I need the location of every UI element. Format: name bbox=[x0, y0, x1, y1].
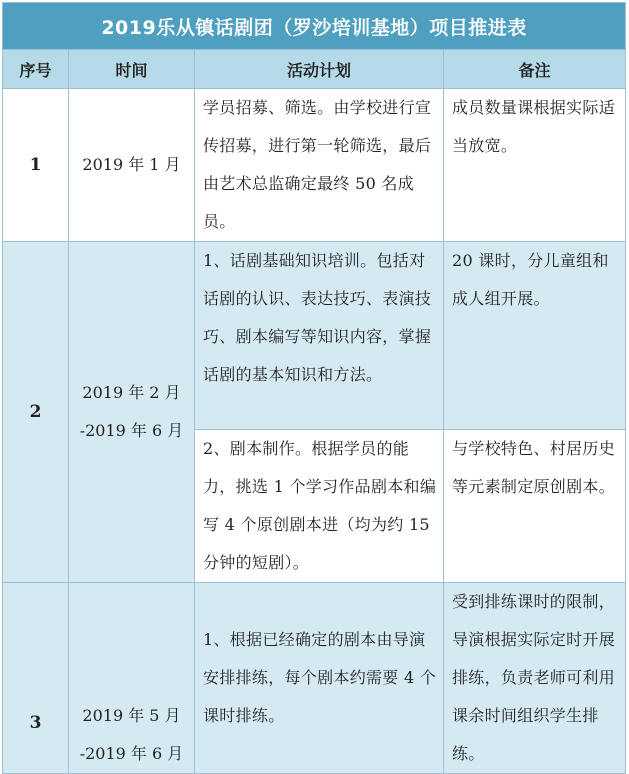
time-line: 2019 年 5 月 bbox=[82, 706, 181, 725]
table-row bbox=[3, 242, 626, 430]
plan-cell: 2、剧本制作。根据学员的能力，挑选 1 个学习作品剧本和编写 4 个原创剧本进（均为约 15 分钟的短剧）。 bbox=[195, 430, 444, 583]
note-cell: 20 课时，分儿童组和成人组开展。 bbox=[444, 242, 626, 430]
row-number: 3 bbox=[3, 583, 69, 774]
header-plan: 活动计划 bbox=[195, 50, 444, 89]
header-no: 序号 bbox=[3, 50, 69, 89]
note-cell: 成员数量课根据实际适当放宽。 bbox=[444, 89, 626, 242]
time-line: 2019 年 2 月 bbox=[82, 383, 181, 402]
plan-cell: 学员招募、筛选。由学校进行宣传招募，进行第一轮筛选，最后由艺术总监确定最终 50 名成员。 bbox=[195, 89, 444, 242]
table-title: 2019乐从镇话剧团（罗沙培训基地）项目推进表 bbox=[3, 3, 626, 50]
header-note: 备注 bbox=[444, 50, 626, 89]
time-line: -2019 年 6 月 bbox=[79, 421, 184, 440]
note-cell: 与学校特色、村居历史等元素制定原创剧本。 bbox=[444, 430, 626, 583]
row-time bbox=[69, 583, 195, 774]
row-number: 2 bbox=[3, 242, 69, 583]
plan-cell: 1、话剧基础知识培训。包括对话剧的认识、表达技巧、表演技巧、剧本编写等知识内容，掌握话剧的基本知识和方法。 bbox=[195, 242, 444, 430]
note-cell: 受到排练课时的限制，导演根据实际定时开展排练，负责老师可利用课余时间组织学生排练。 bbox=[444, 583, 626, 774]
plan-table-container bbox=[2, 2, 625, 764]
header-row bbox=[3, 50, 626, 89]
row-time bbox=[69, 242, 195, 583]
plan-cell: 1、根据已经确定的剧本由导演安排排练，每个剧本约需要 4 个课时排练。 bbox=[195, 583, 444, 774]
time-line: 2019 年 1 月 bbox=[82, 155, 181, 174]
table-row bbox=[3, 89, 626, 242]
row-time bbox=[69, 89, 195, 242]
project-plan-table bbox=[2, 2, 626, 774]
header-time: 时间 bbox=[69, 50, 195, 89]
time-line: -2019 年 6 月 bbox=[79, 744, 184, 763]
table-row bbox=[3, 583, 626, 774]
row-number: 1 bbox=[3, 89, 69, 242]
